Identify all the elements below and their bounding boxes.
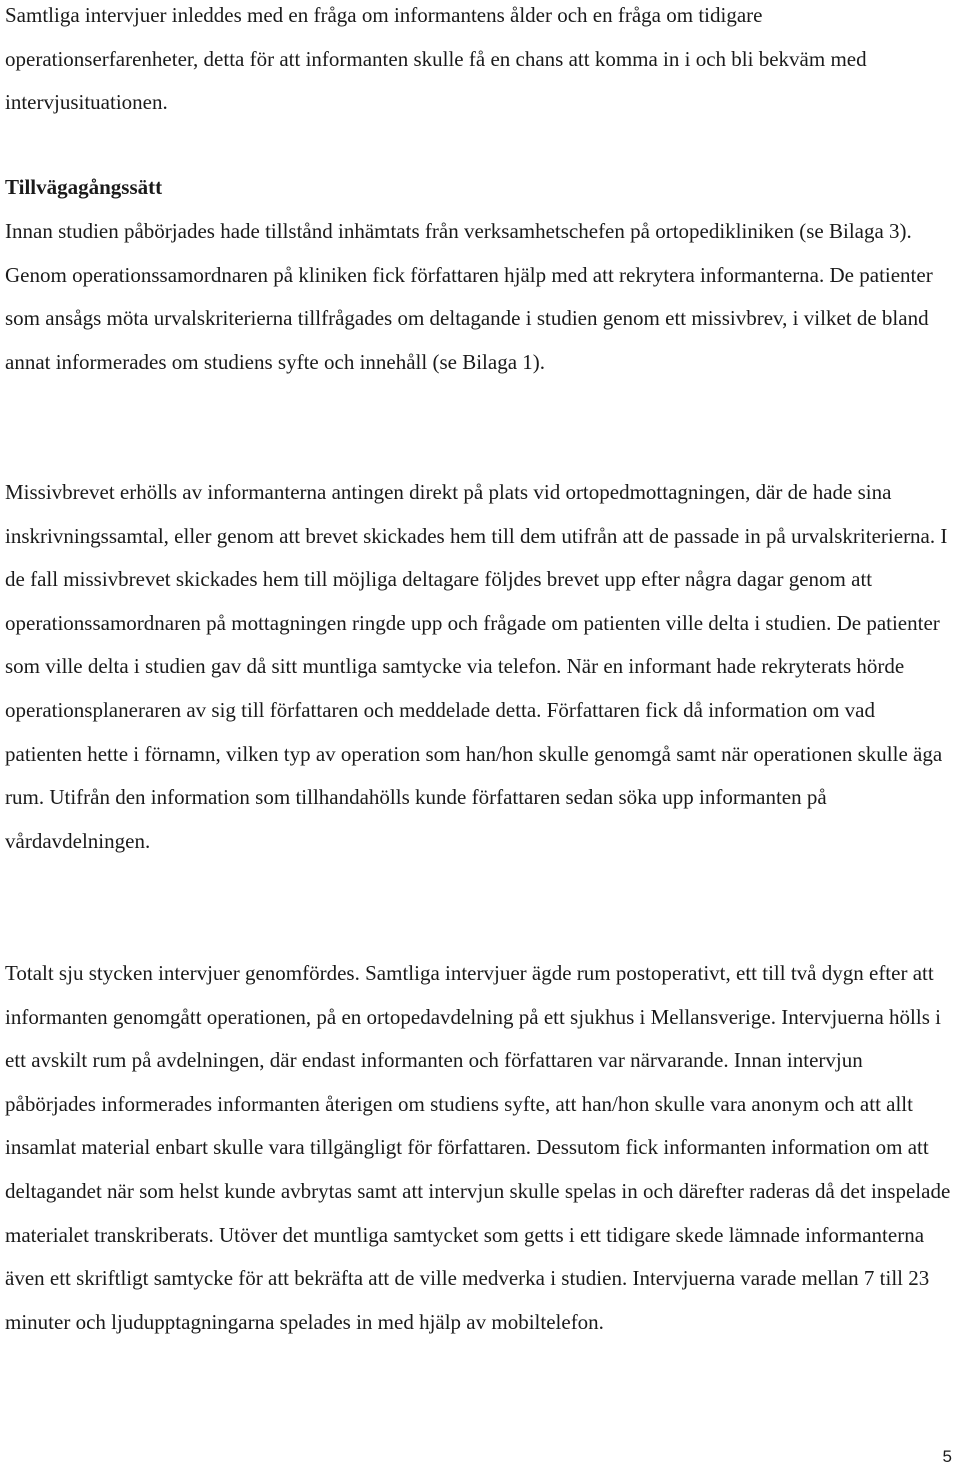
paragraph-recruitment: Missivbrevet erhölls av informanterna antingen direkt på plats vid ortopedmottagningen, där de hade sina inskrivningssamtal, eller genom att brevet skickades hem till dem utifrån att de passade in på urvalskriterierna. I de fall missivbrevet skickades hem till möjliga deltagare följdes brevet upp efter några dagar genom att operationssamordnaren på mottagningen ringde upp och frågade om patienten ville delta i studien. De patienter som ville delta i studien gav då sitt muntliga samtycke via telefon. När en informant hade rekryterats hörde operationsplaneraren av sig till författaren och meddelade detta. Författaren fick då information om vad patienten hette i förnamn, vilken typ av operation som han/hon skulle genomgå samt när operationen skulle äga rum. Utifrån den information som tillhandahölls kunde författaren sedan söka upp informanten på vårdavdelningen. [5,480,948,853]
section-heading: Tillvägagångssätt [5,175,163,199]
paragraph-interviews: Totalt sju stycken intervjuer genomfördes. Samtliga intervjuer ägde rum postoperativt, ett till två dygn efter att informanten genomgått operationen, på en ortopedavdelning på ett sjukhus i Mellansverige. Intervjuerna hölls i ett avskilt rum på avdelningen, där endast informanten och författaren var närvarande. Innan intervjun påbörjades informerades informanten återigen om studiens syfte, att han/hon skulle vara anonym och att allt insamlat material enbart skulle vara tillgängligt för författaren. Dessutom fick informanten information om att deltagandet när som helst kunde avbrytas samt att intervjun skulle spelas in och därefter raderas då det inspelade materialet transkriberats. Utöver det muntliga samtycket som getts i ett tidigare skede lämnade informanterna även ett skriftligt samtycke för att bekräfta att de ville medverka i studien. Intervjuerna varade mellan 7 till 23 minuter och ljudupptagningarna spelades in med hjälp av mobiltelefon. [5,961,951,1334]
paragraph-permission: Innan studien påbörjades hade tillstånd inhämtats från verksamhetschefen på ortopedikliniken (se Bilaga 3). Genom operationssamordnaren på kliniken fick författaren hjälp med att rekrytera informanterna. De patienter som ansågs möta urvalskriterierna tillfrågades om deltagande i studien genom ett missivbrev, i vilket de bland annat informerades om studiens syfte och innehåll (se Bilaga 1). [5,219,933,374]
page-number: 5 [942,1447,952,1466]
paragraph-intro: Samtliga intervjuer inleddes med en fråga om informantens ålder och en fråga om tidigare operationserfarenheter, detta för att informanten skulle få en chans att komma in i och bli bekväm med intervjusituationen. [5,3,867,115]
